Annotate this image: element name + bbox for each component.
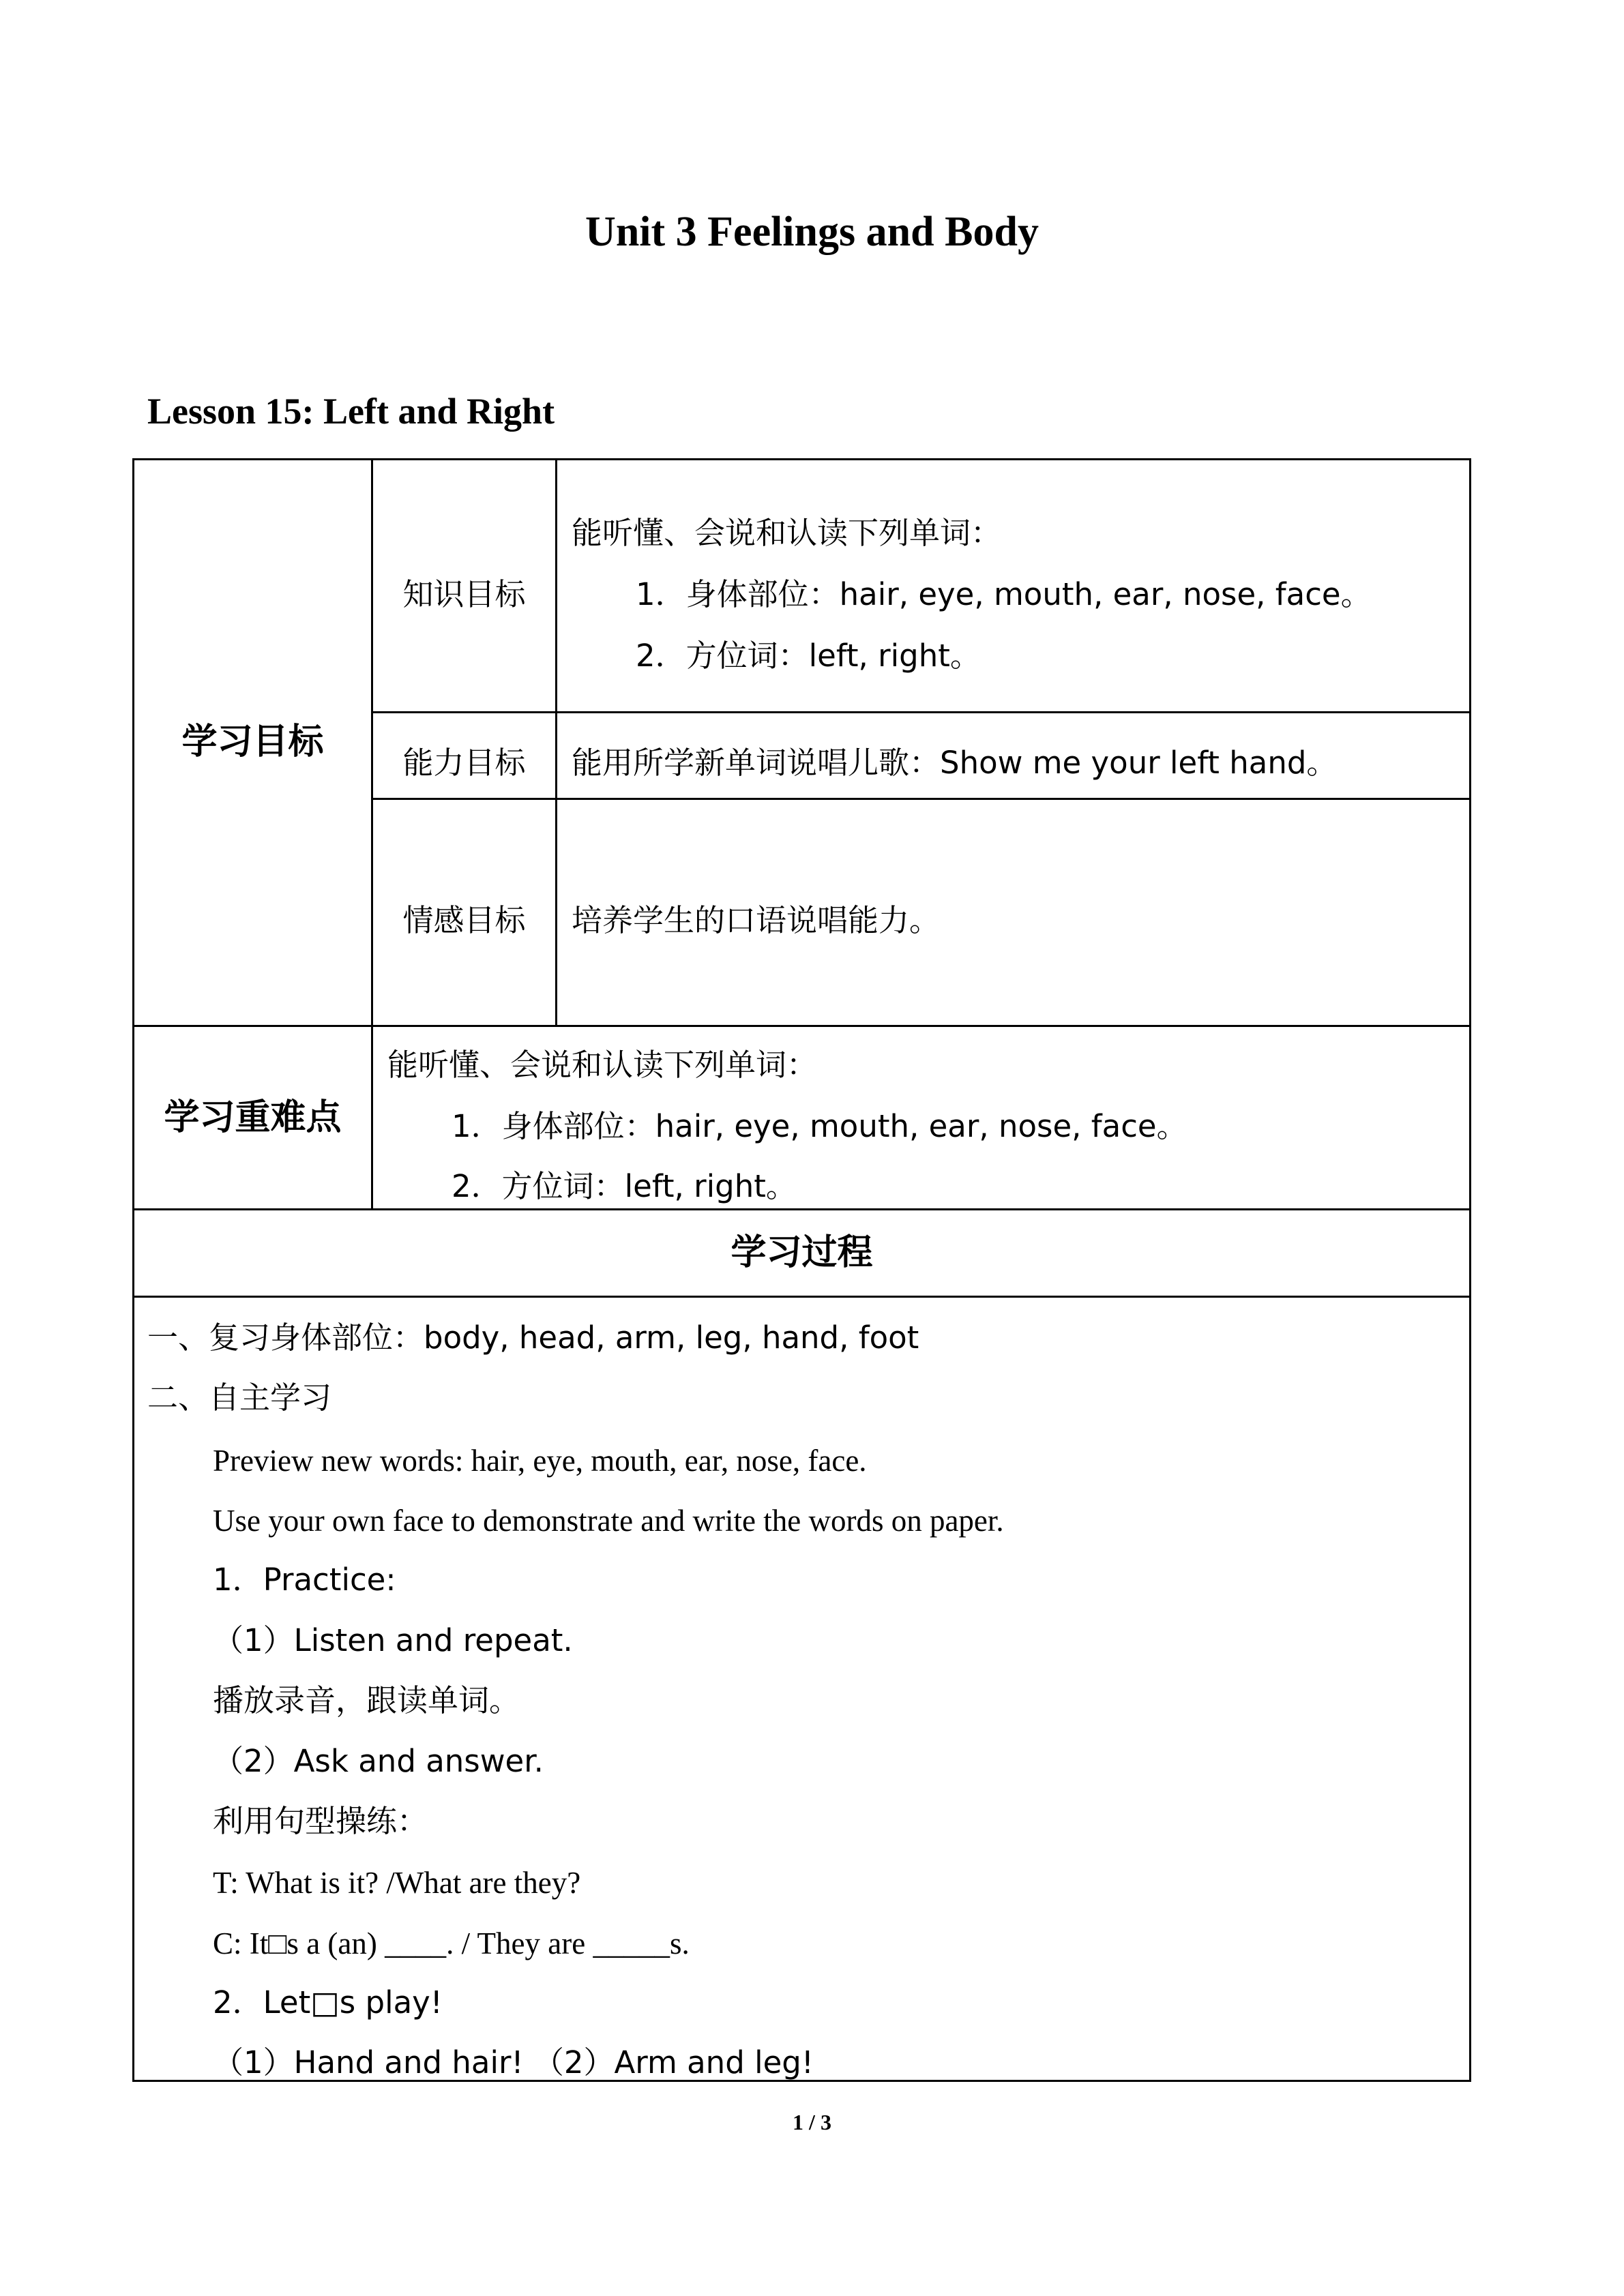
row-divider-objectives — [132, 1025, 1471, 1027]
lesson-title: Lesson 15: Left and Right — [147, 391, 555, 432]
key-points-item-1: 1．身体部位：hair, eye, mouth, ear, nose, face。 — [452, 1108, 1187, 1144]
table-border-top — [132, 458, 1471, 460]
knowledge-intro: 能听懂、会说和认读下列单词： — [572, 515, 1002, 551]
knowledge-item-2: 2．方位词：left, right。 — [636, 638, 981, 674]
process-line: 一、复习身体部位：body, head, arm, leg, hand, foot — [147, 1320, 919, 1356]
process-line: （1）Listen and repeat. — [213, 1622, 573, 1658]
knowledge-item-1: 1．身体部位：hair, eye, mouth, ear, nose, face。 — [636, 576, 1372, 612]
emotion-text: 培养学生的口语说唱能力。 — [572, 902, 941, 938]
table-border-right — [1469, 458, 1471, 2082]
column-divider-2 — [555, 458, 557, 1027]
process-line: 1．Practice: — [213, 1562, 396, 1598]
objectives-label: 学习目标 — [181, 721, 324, 762]
document-title: Unit 3 Feelings and Body — [585, 209, 1039, 255]
process-line: Preview new words: hair, eye, mouth, ear, nose, face. — [213, 1444, 867, 1478]
process-line: Use your own face to demonstrate and write the words on paper. — [213, 1504, 1004, 1538]
process-line: T: What is it? /What are they? — [213, 1866, 581, 1900]
process-line: 播放录音，跟读单词。 — [213, 1682, 520, 1718]
process-line: 利用句型操练： — [213, 1803, 428, 1839]
knowledge-label: 知识目标 — [402, 576, 526, 612]
row-divider-ability — [371, 798, 1471, 800]
emotion-label: 情感目标 — [402, 902, 526, 938]
row-divider-keypoints — [132, 1208, 1471, 1210]
process-line: （2）Ask and answer. — [213, 1743, 544, 1779]
process-header: 学习过程 — [730, 1232, 873, 1273]
process-line: C: It□s a (an) ____. / They are _____s. — [213, 1926, 690, 1960]
row-divider-knowledge — [371, 711, 1471, 713]
process-line: （1）Hand and hair! （2）Arm and leg! — [213, 2044, 814, 2081]
page-number: 1 / 3 — [793, 2110, 831, 2134]
row-divider-process-header — [132, 1296, 1471, 1298]
key-points-intro: 能听懂、会说和认读下列单词： — [387, 1047, 818, 1083]
ability-text: 能用所学新单词说唱儿歌：Show me your left hand。 — [572, 745, 1338, 781]
column-divider-1 — [371, 458, 373, 1210]
process-line: 2．Let□s play! — [213, 1984, 443, 2021]
ability-label: 能力目标 — [402, 745, 526, 781]
key-points-label: 学习重难点 — [164, 1097, 342, 1138]
process-line: 二、自主学习 — [147, 1380, 332, 1416]
key-points-item-2: 2．方位词：left, right。 — [452, 1168, 797, 1204]
